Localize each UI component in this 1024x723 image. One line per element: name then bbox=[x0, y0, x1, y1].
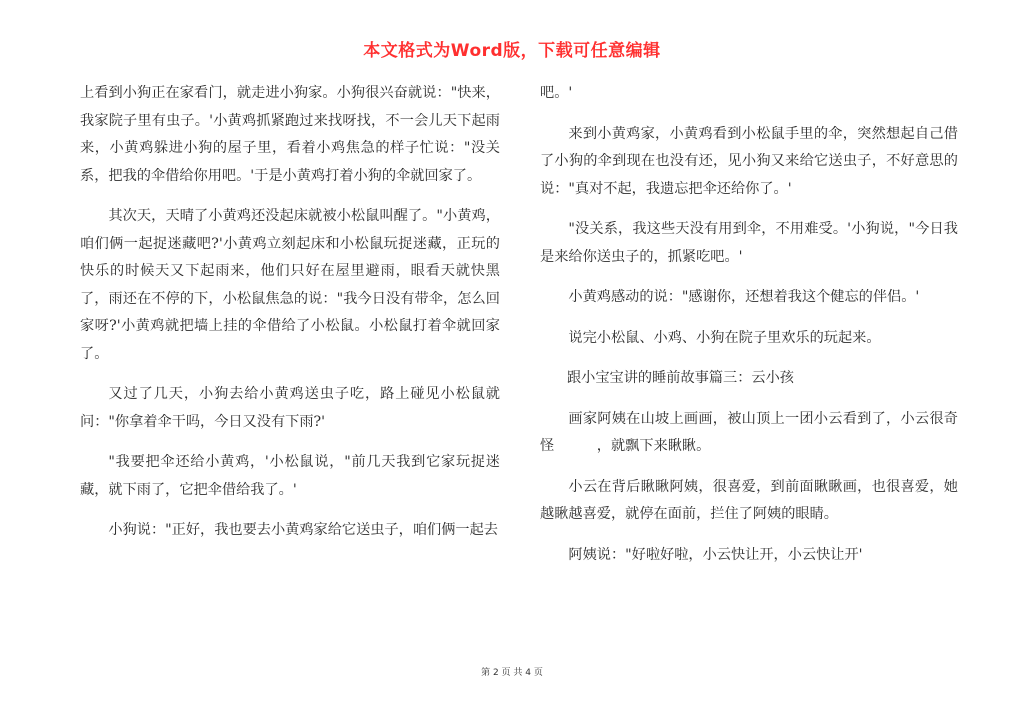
paragraph: 小黄鸡感动的说："感谢你，还想着我这个健忘的伴侣。' bbox=[568, 289, 920, 305]
paragraph: 其次天，天晴了小黄鸡还没起床就被小松鼠叫醒了。"小黄鸡，咱们俩一起捉迷藏吧?'小黄鸡立刻起床和小松鼠玩捉迷藏，正玩的快乐的时候天又下起雨来，他们只好在屋里避雨，眼看天就快黑了，雨还在不停的下，小松鼠焦急的说："我今日没有带伞，怎么回家呀?'小黄鸡就把墙上挂的伞借给了小松鼠。小松鼠打着伞就回家了。 bbox=[80, 208, 500, 362]
right-column bbox=[540, 80, 958, 582]
paragraph: "没关系，我这些天没有用到伞，不用难受。'小狗说，"今日我是来给你送虫子的，抓紧吃吧。' bbox=[540, 221, 958, 265]
section-heading: 跟小宝宝讲的睡前故事篇三：云小孩 bbox=[566, 370, 794, 386]
paragraph: 上看到小狗正在家看门，就走进小狗家。小狗很兴奋就说："快来，我家院子里有虫子。'小黄鸡抓紧跑过来找呀找，不一会儿天下起雨来，小黄鸡躲进小狗的屋子里，看着小鸡焦急的样子忙说："没关系，把我的伞借给你用吧。'于是小黄鸡打着小狗的伞就回家了。 bbox=[80, 85, 500, 184]
paragraph: 画家阿姨在山坡上画画，被山顶上一团小云看到了，小云很奇怪 ，就飘下来瞅瞅。 bbox=[540, 410, 958, 454]
page-number: 第 2 页 共 4 页 bbox=[481, 668, 543, 678]
paragraph: 小狗说："正好，我也要去小黄鸡家给它送虫子，咱们俩一起去 bbox=[108, 522, 498, 538]
download-banner: 本文格式为Word版，下载可任意编辑 bbox=[363, 41, 661, 61]
paragraph: 吧。' bbox=[540, 85, 573, 101]
paragraph: 又过了几天，小狗去给小黄鸡送虫子吃，路上碰见小松鼠就问："你拿着伞干吗，今日又没有下雨?' bbox=[80, 386, 500, 430]
paragraph: 说完小松鼠、小鸡、小狗在院子里欢乐的玩起来。 bbox=[568, 329, 881, 346]
paragraph: 来到小黄鸡家，小黄鸡看到小松鼠手里的伞，突然想起自己借了小狗的伞到现在也没有还，见小狗又来给它送虫子，不好意思的说："真对不起，我遗忘把伞还给你了。' bbox=[540, 125, 958, 197]
paragraph: 小云在背后瞅瞅阿姨，很喜爱，到前面瞅瞅画，也很喜爱，她越瞅越喜爱，就停在面前，拦住了阿姨的眼睛。 bbox=[540, 478, 958, 522]
paragraph: 阿姨说："好啦好啦，小云快让开，小云快让开' bbox=[568, 546, 863, 563]
left-column bbox=[80, 80, 500, 558]
paragraph: "我要把伞还给小黄鸡，'小松鼠说，"前几天我到它家玩捉迷藏，就下雨了，它把伞借给我了。' bbox=[80, 454, 500, 498]
